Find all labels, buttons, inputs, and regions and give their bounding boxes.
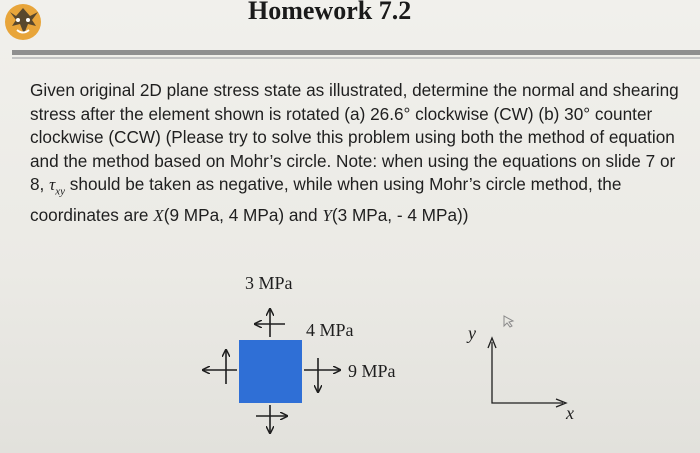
normal-stress-y-label: 3 MPa bbox=[245, 273, 293, 293]
x-point-value: (9 MPa, 4 MPa) and bbox=[163, 205, 323, 226]
cursor-icon bbox=[504, 316, 513, 327]
x-point-label: X bbox=[153, 206, 164, 226]
y-point-value: (3 MPa, - 4 MPa)) bbox=[331, 205, 469, 226]
tau-subscript: xy bbox=[55, 185, 66, 198]
tau-symbol: τ bbox=[49, 175, 56, 195]
x-axis-label: x bbox=[566, 403, 574, 423]
y-axis-label: y bbox=[468, 323, 476, 343]
shear-stress-label: 4 MPa bbox=[306, 320, 354, 340]
page-title: Homework 7.2 bbox=[248, 0, 412, 25]
y-point-label: Y bbox=[322, 206, 332, 226]
problem-text-part-1: Given original 2D plane stress state as illustrated, determine the normal and shearing stress after the element shown is rotated (a) 26.6° clockwise (CW) (b) 30° counter clockwise (CCW) (Please try to solve this problem using both the method of equation and the method based on Mohr’s circle. Note: when using the equations on slide 7 or 8, bbox=[30, 80, 679, 195]
normal-stress-x-label: 9 MPa bbox=[348, 361, 396, 381]
problem-text-part-2: should be taken as negative, while when using Mohr’s circle method, the coordinates are bbox=[30, 174, 622, 226]
stress-element-square bbox=[239, 340, 302, 403]
coordinate-axes bbox=[492, 342, 563, 403]
